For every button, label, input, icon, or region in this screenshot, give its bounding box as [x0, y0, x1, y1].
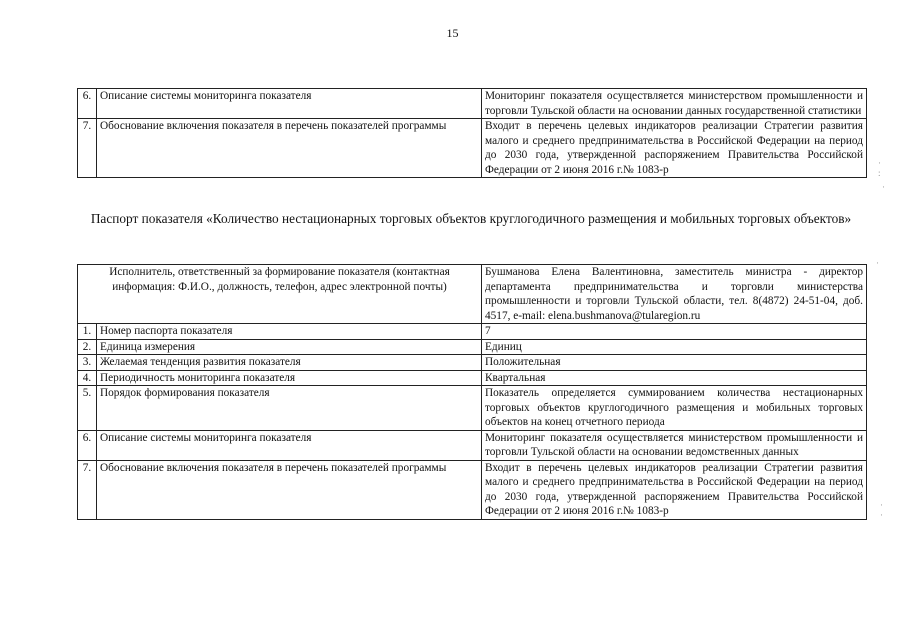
page-number: 15 [446, 26, 459, 40]
row-number: 6. [78, 89, 97, 119]
row-number: 2. [78, 339, 97, 355]
row-value: Мониторинг показателя осуществляется министерством промышленности и торговли Тульской области на основании данных государственной статистики [482, 89, 867, 119]
scan-speckle: · · [880, 500, 883, 520]
row-label: Номер паспорта показателя [97, 324, 482, 340]
table-row [78, 370, 867, 386]
passport-table-top [77, 88, 867, 178]
table-row [78, 324, 867, 340]
table-header-row [78, 265, 867, 324]
row-label: Обоснование включения показателя в перечень показателей программы [97, 119, 482, 178]
row-value: Показатель определяется суммированием количества нестационарных торговых объектов круглогодичного размещения и мобильных торговых объектов на конец отчетного периода [482, 386, 867, 431]
row-value: Единиц [482, 339, 867, 355]
row-label: Порядок формирования показателя [97, 386, 482, 431]
passport-table-bottom [77, 264, 867, 520]
row-value: Мониторинг показателя осуществляется министерством промышленности и торговли Тульской области на основании ведомственных данных [482, 430, 867, 460]
table-row [78, 386, 867, 431]
scan-speckle: · [876, 258, 879, 268]
header-label: Исполнитель, ответственный за формирование показателя (контактная информация: Ф.И.О., должность, телефон, адрес электронной почты) [78, 265, 482, 324]
row-number: 5. [78, 386, 97, 431]
table-row [78, 339, 867, 355]
section-title: Паспорт показателя «Количество нестационарных торговых объектов круглогодичного размещения и мобильных торговых объектов» [90, 211, 852, 226]
row-label: Желаемая тенденция развития показателя [97, 355, 482, 371]
row-value: Входит в перечень целевых индикаторов реализации Стратегии развития малого и среднего предпринимательства в Российской Федерации на период до 2030 года, утвержденной распоряжением Правительства Российской Федерации от 2 июня 2016 г.№ 1083-р [482, 119, 867, 178]
table-row [78, 89, 867, 119]
row-number: 7. [78, 119, 97, 178]
row-number: 7. [78, 460, 97, 519]
row-number: 1. [78, 324, 97, 340]
table-row [78, 355, 867, 371]
row-value: Положительная [482, 355, 867, 371]
row-value: Квартальная [482, 370, 867, 386]
header-value: Бушманова Елена Валентиновна, заместитель министра - директор департамента предпринимательства и торговли министерства промышленности и торговли Тульской области, тел. 8(4872) 24-51-04, доб. 4517, e-mail: elena.bushmanova@tularegion.ru [482, 265, 867, 324]
row-number: 4. [78, 370, 97, 386]
row-label: Единица измерения [97, 339, 482, 355]
table-row [78, 119, 867, 178]
table-row [78, 430, 867, 460]
row-label: Описание системы мониторинга показателя [97, 89, 482, 119]
row-value: 7 [482, 324, 867, 340]
table-row [78, 460, 867, 519]
row-label: Обоснование включения показателя в перечень показателей программы [97, 460, 482, 519]
row-label: Описание системы мониторинга показателя [97, 430, 482, 460]
row-label: Периодичность мониторинга показателя [97, 370, 482, 386]
row-value: Входит в перечень целевых индикаторов реализации Стратегии развития малого и среднего предпринимательства в Российской Федерации на период до 2030 года, утвержденной распоряжением Правительства Российской Федерации от 2 июня 2016 г.№ 1083-р [482, 460, 867, 519]
row-number: 6. [78, 430, 97, 460]
scan-speckle: · : [878, 158, 881, 178]
scan-speckle: · [882, 182, 885, 192]
row-number: 3. [78, 355, 97, 371]
